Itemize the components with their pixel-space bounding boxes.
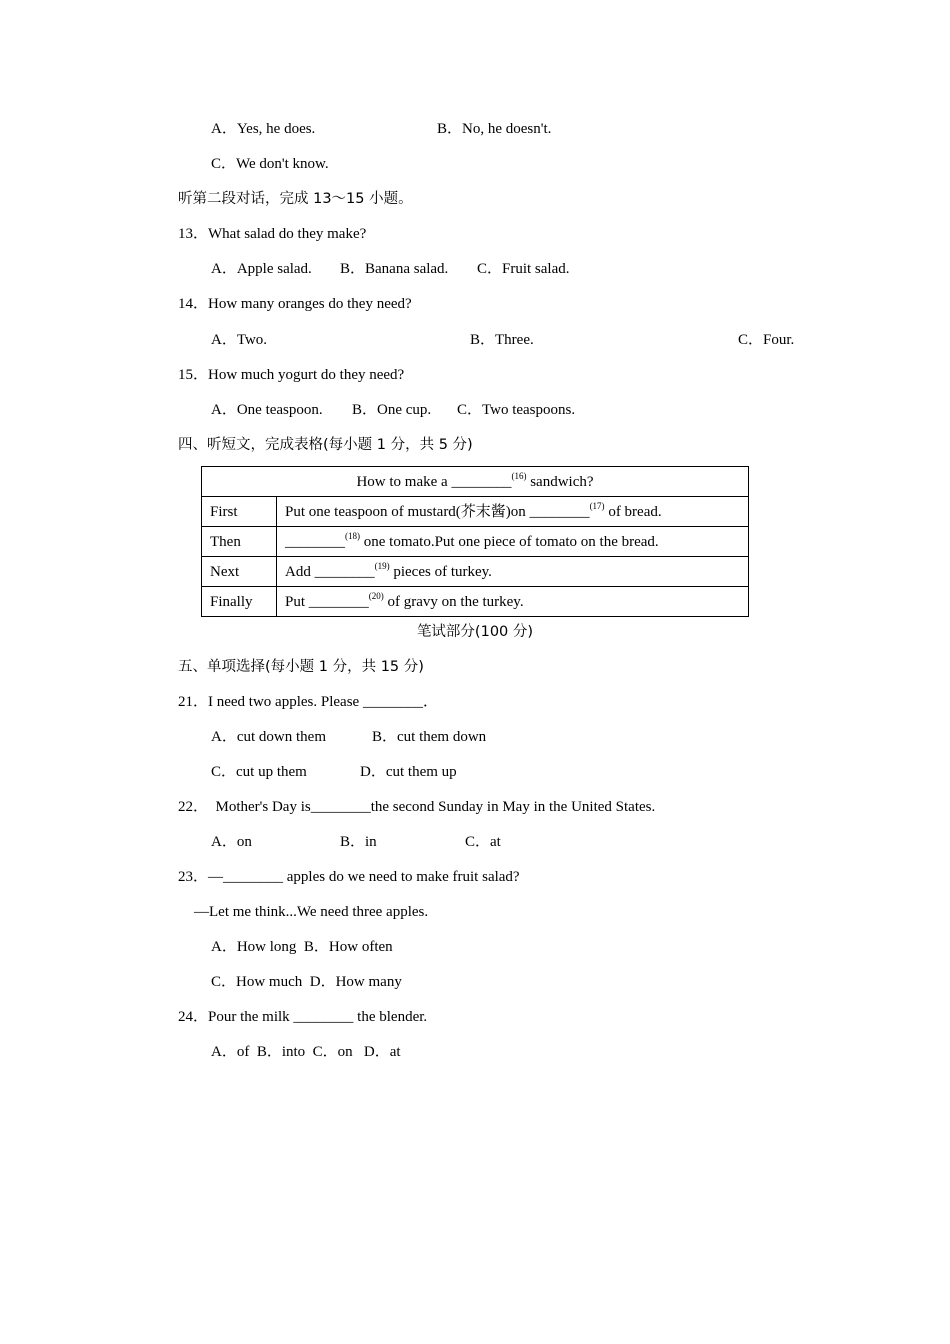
step-text-pre: ________ (285, 533, 345, 550)
q21-option-d: D．cut them up (360, 764, 457, 780)
q15-option-b: B．One cup. (352, 402, 432, 418)
q23-options-cd: C．How much D．How many (211, 974, 402, 990)
step-text (277, 557, 749, 587)
step-text-pre: Put ________ (285, 593, 369, 610)
q14-stem: 14．How many oranges do they need? (178, 296, 412, 312)
blank-number: (19) (374, 560, 390, 571)
part5-title: 五、单项选择(每小题 1 分，共 15 分) (178, 659, 424, 675)
step-label: Finally (202, 587, 277, 617)
q21-stem: 21．I need two apples. Please ________． (178, 694, 438, 710)
step-text-post: of bread. (604, 503, 662, 520)
q14-option-a: A．Two. (211, 332, 268, 348)
table-row (202, 587, 749, 617)
q15-stem: 15．How much yogurt do they need? (178, 367, 405, 383)
step-text (277, 497, 749, 527)
q23-reply: —Let me think...We need three apples. (194, 904, 429, 920)
step-text (277, 587, 749, 617)
q21-option-a: A．cut down them (211, 729, 326, 745)
q23-options-ab: A．How long B．How often (211, 939, 393, 955)
step-label: Next (202, 557, 277, 587)
table-row (202, 557, 749, 587)
table-title-pre: How to make a ________ (356, 473, 512, 490)
q13-option-b: B．Banana salad. (340, 261, 449, 277)
q24-stem: 24．Pour the milk ________ the blender. (178, 1009, 428, 1025)
q22-stem: 22． Mother's Day is________the second Sunday in May in the United States. (178, 799, 656, 815)
table-row (202, 527, 749, 557)
blank-number: (17) (589, 500, 605, 511)
q21-option-b: B．cut them down (372, 729, 487, 745)
q22-option-a: A．on (211, 834, 252, 850)
q22-option-c: C．at (465, 834, 501, 850)
q15-option-c: C．Two teaspoons. (457, 402, 576, 418)
blank-number: (16) (511, 470, 527, 481)
step-text-post: of gravy on the turkey. (383, 593, 524, 610)
q22-option-b: B．in (340, 834, 377, 850)
step-text-pre: Add ________ (285, 563, 375, 580)
part4-title: 四、听短文，完成表格(每小题 1 分，共 5 分) (178, 437, 473, 453)
table-row (202, 497, 749, 527)
step-text-post: pieces of turkey. (389, 563, 492, 580)
step-label: Then (202, 527, 277, 557)
table-title (202, 467, 749, 497)
blank-number: (20) (368, 590, 384, 601)
section2-instruction: 听第二段对话，完成 13～15 小题。 (178, 191, 413, 207)
q12-option-c: C．We don't know. (211, 156, 329, 172)
blank-number: (18) (345, 530, 360, 541)
sandwich-table (201, 466, 749, 617)
step-label: First (202, 497, 277, 527)
step-text-pre: Put one teaspoon of mustard(芥末酱)on ________ (285, 503, 590, 520)
q12-option-b: B．No, he doesn't. (437, 121, 552, 137)
q14-option-b: B．Three. (470, 332, 534, 348)
table-header-row (202, 467, 749, 497)
table-title-post: sandwich? (526, 473, 594, 490)
q23-stem: 23．—________ apples do we need to make fruit salad? (178, 869, 520, 885)
q12-option-a: A．Yes, he does. (211, 121, 316, 137)
q13-stem: 13．What salad do they make? (178, 226, 367, 242)
q13-option-c: C．Fruit salad. (477, 261, 570, 277)
q21-option-c: C．cut up them (211, 764, 307, 780)
step-text-post: one tomato.Put one piece of tomato on the bread. (360, 533, 659, 550)
step-text (277, 527, 749, 557)
q15-option-a: A．One teaspoon. (211, 402, 323, 418)
q14-option-c: C．Four. (738, 332, 795, 348)
written-part-title: 笔试部分(100 分) (416, 624, 534, 640)
q13-option-a: A．Apple salad. (211, 261, 312, 277)
q24-options: A．of B．into C．on D．at (211, 1044, 401, 1060)
